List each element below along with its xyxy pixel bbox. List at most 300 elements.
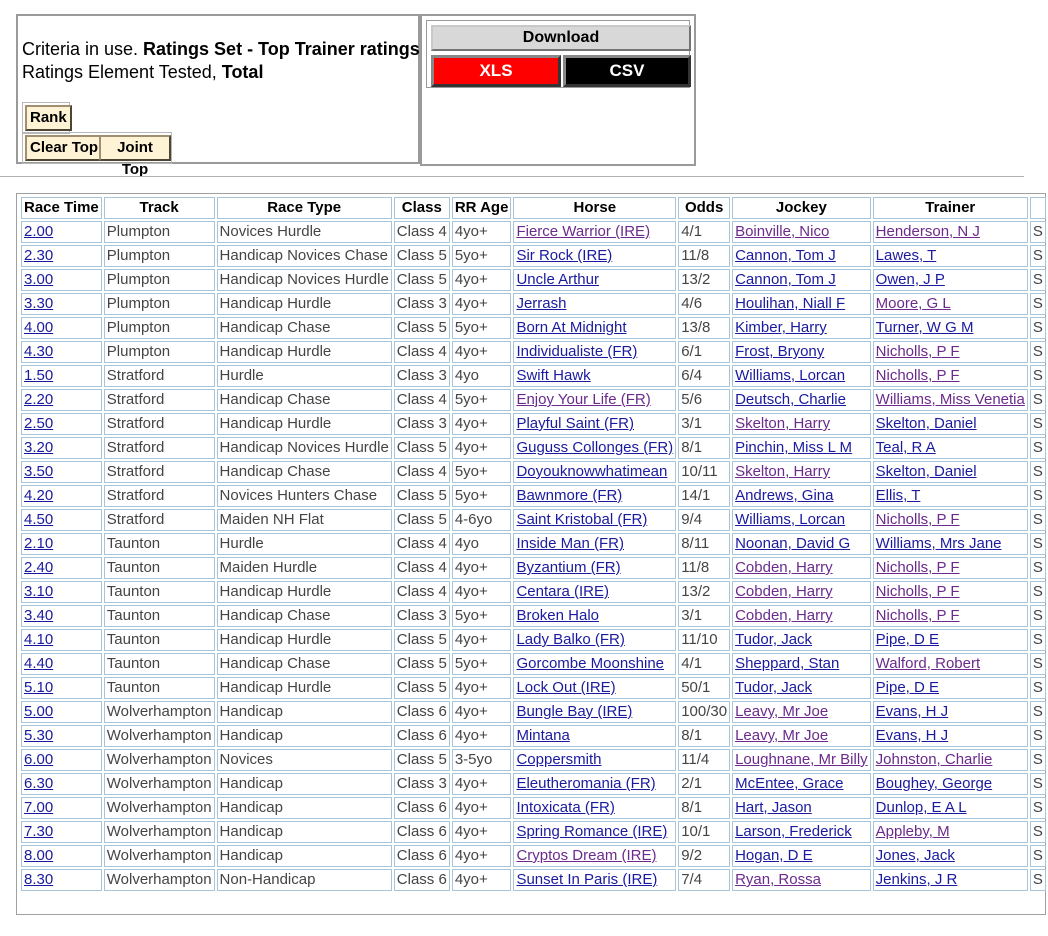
trainer-link[interactable]: Henderson, N J xyxy=(875,223,980,240)
race-time-link[interactable]: 2.10 xyxy=(24,535,54,552)
horse-link[interactable]: Inside Man (FR) xyxy=(516,535,624,552)
horse-link[interactable]: Swift Hawk xyxy=(516,367,591,384)
trainer-link[interactable]: Moore, G L xyxy=(875,295,951,312)
horse-cell xyxy=(513,365,676,387)
trainer-link[interactable]: Jenkins, J R xyxy=(875,871,958,888)
rr-age-cell: 4yo+ xyxy=(452,437,512,459)
trainer-cell xyxy=(873,437,1028,459)
jockey-link[interactable]: Skelton, Harry xyxy=(735,463,831,480)
table-row xyxy=(21,389,1046,411)
race-time-cell xyxy=(21,461,102,483)
divider xyxy=(0,176,1024,177)
jockey-cell xyxy=(732,725,871,747)
race-type-cell: Handicap xyxy=(217,773,392,795)
criteria-panel xyxy=(16,14,420,178)
race-time-cell xyxy=(21,797,102,819)
jockey-cell xyxy=(732,845,871,867)
horse-link[interactable]: Born At Midnight xyxy=(516,319,627,336)
rr-age-cell: 4yo+ xyxy=(452,869,512,891)
track-cell: Wolverhampton xyxy=(104,845,215,867)
trainer-cell xyxy=(873,773,1028,795)
track-cell: Wolverhampton xyxy=(104,749,215,771)
horse-link[interactable]: Lock Out (IRE) xyxy=(516,679,616,696)
race-time-link[interactable]: 5.00 xyxy=(24,703,54,720)
table-row xyxy=(21,653,1046,675)
race-time-link[interactable]: 4.50 xyxy=(24,511,54,528)
race-type-cell: Handicap Hurdle xyxy=(217,293,392,315)
rr-age-cell: 4yo+ xyxy=(452,845,512,867)
header-race-type[interactable]: Race Type xyxy=(217,197,392,219)
trainer-link[interactable]: Boughey, George xyxy=(875,775,993,792)
table-row xyxy=(21,581,1046,603)
trainer-link[interactable]: Pipe, D E xyxy=(875,679,940,696)
jockey-link[interactable]: Tudor, Jack xyxy=(735,679,813,696)
header-odds[interactable]: Odds xyxy=(678,197,730,219)
race-time-link[interactable]: 5.30 xyxy=(24,727,54,744)
horse-link[interactable]: Individualiste (FR) xyxy=(516,343,638,360)
race-time-link[interactable]: 2.00 xyxy=(24,223,54,240)
odds-cell: 10/1 xyxy=(678,821,730,843)
class-cell: Class 4 xyxy=(394,389,450,411)
jockey-link[interactable]: Tudor, Jack xyxy=(735,631,813,648)
trainer-link[interactable]: Williams, Mrs Jane xyxy=(875,535,1002,552)
track-cell: Stratford xyxy=(104,509,215,531)
race-time-link[interactable]: 4.00 xyxy=(24,319,54,336)
race-time-cell xyxy=(21,557,102,579)
race-time-link[interactable]: 4.10 xyxy=(24,631,54,648)
race-time-link[interactable]: 6.00 xyxy=(24,751,54,768)
race-time-link[interactable]: 3.00 xyxy=(24,271,54,288)
class-cell: Class 4 xyxy=(394,221,450,243)
trainer-link[interactable]: Jones, Jack xyxy=(875,847,955,864)
track-cell: Plumpton xyxy=(104,245,215,267)
track-cell: Stratford xyxy=(104,413,215,435)
class-cell: Class 4 xyxy=(394,461,450,483)
race-time-cell xyxy=(21,269,102,291)
table-row xyxy=(21,485,1046,507)
class-cell: Class 5 xyxy=(394,317,450,339)
race-time-link[interactable]: 3.50 xyxy=(24,463,54,480)
track-cell: Plumpton xyxy=(104,341,215,363)
jockey-link[interactable]: Sheppard, Stan xyxy=(735,655,840,672)
results-table-frame xyxy=(16,193,1046,915)
horse-link[interactable]: Spring Romance (IRE) xyxy=(516,823,668,840)
track-cell: Stratford xyxy=(104,461,215,483)
horse-cell xyxy=(513,797,676,819)
horse-cell xyxy=(513,773,676,795)
rr-age-cell: 4yo+ xyxy=(452,221,512,243)
trainer-link[interactable]: Evans, H J xyxy=(875,703,949,720)
race-time-cell xyxy=(21,293,102,315)
header-race-time[interactable]: Race Time xyxy=(21,197,102,219)
jockey-link[interactable]: Cannon, Tom J xyxy=(735,271,836,288)
criteria-prefix: Criteria in use. xyxy=(22,39,144,59)
odds-cell: 11/4 xyxy=(678,749,730,771)
trainer-link[interactable]: Skelton, Daniel xyxy=(875,463,977,480)
jockey-cell xyxy=(732,269,871,291)
jockey-link[interactable]: Loughnane, Mr Billy xyxy=(735,751,868,768)
track-cell: Stratford xyxy=(104,365,215,387)
jockey-link[interactable]: Leavy, Mr Joe xyxy=(735,727,829,744)
jockey-link[interactable]: Deutsch, Charlie xyxy=(735,391,846,408)
odds-cell: 6/1 xyxy=(678,341,730,363)
horse-cell xyxy=(513,485,676,507)
results-table xyxy=(19,195,1048,893)
track-cell: Wolverhampton xyxy=(104,821,215,843)
horse-link[interactable]: Gorcombe Moonshine xyxy=(516,655,665,672)
jockey-link[interactable]: Williams, Lorcan xyxy=(735,511,846,528)
joint-top-button[interactable]: Joint Top xyxy=(99,135,171,161)
trainer-cell xyxy=(873,269,1028,291)
horse-link[interactable]: Byzantium (FR) xyxy=(516,559,621,576)
extra-cell: S xyxy=(1030,533,1046,555)
ratings-element-line xyxy=(22,62,263,83)
horse-link[interactable]: Uncle Arthur xyxy=(516,271,599,288)
extra-cell: S xyxy=(1030,317,1046,339)
odds-cell: 8/1 xyxy=(678,437,730,459)
horse-cell xyxy=(513,245,676,267)
rr-age-cell: 4yo+ xyxy=(452,797,512,819)
race-type-cell: Handicap xyxy=(217,797,392,819)
horse-cell xyxy=(513,869,676,891)
race-time-cell xyxy=(21,749,102,771)
rr-age-cell: 4yo+ xyxy=(452,821,512,843)
horse-link[interactable]: Cryptos Dream (IRE) xyxy=(516,847,657,864)
odds-cell: 10/11 xyxy=(678,461,730,483)
race-time-link[interactable]: 4.30 xyxy=(24,343,54,360)
class-cell: Class 4 xyxy=(394,557,450,579)
extra-cell: S xyxy=(1030,749,1046,771)
jockey-cell xyxy=(732,629,871,651)
trainer-link[interactable]: Nicholls, P F xyxy=(875,583,960,600)
track-cell: Wolverhampton xyxy=(104,701,215,723)
track-cell: Stratford xyxy=(104,485,215,507)
jockey-link[interactable]: Cobden, Harry xyxy=(735,559,833,576)
table-row xyxy=(21,341,1046,363)
clear-top-button[interactable]: Clear Top xyxy=(25,135,103,161)
jockey-cell xyxy=(732,413,871,435)
race-time-link[interactable]: 6.30 xyxy=(24,775,54,792)
trainer-link[interactable]: Nicholls, P F xyxy=(875,511,960,528)
trainer-link[interactable]: Teal, R A xyxy=(875,439,936,456)
horse-link[interactable]: Doyouknowwhatimean xyxy=(516,463,668,480)
jockey-link[interactable]: Hogan, D E xyxy=(735,847,813,864)
odds-cell: 3/1 xyxy=(678,413,730,435)
jockey-link[interactable]: Hart, Jason xyxy=(735,799,812,816)
race-time-link[interactable]: 2.30 xyxy=(24,247,54,264)
race-type-cell: Handicap xyxy=(217,701,392,723)
horse-link[interactable]: Saint Kristobal (FR) xyxy=(516,511,648,528)
xls-download-button[interactable]: XLS xyxy=(431,55,561,87)
jockey-cell xyxy=(732,461,871,483)
table-row xyxy=(21,533,1046,555)
track-cell: Taunton xyxy=(104,629,215,651)
race-time-cell xyxy=(21,701,102,723)
odds-cell: 14/1 xyxy=(678,485,730,507)
horse-cell xyxy=(513,725,676,747)
horse-link[interactable]: Lady Balko (FR) xyxy=(516,631,625,648)
odds-cell: 8/1 xyxy=(678,725,730,747)
horse-link[interactable]: Playful Saint (FR) xyxy=(516,415,634,432)
trainer-link[interactable]: Williams, Miss Venetia xyxy=(875,391,1025,408)
race-time-cell xyxy=(21,653,102,675)
rr-age-cell: 4yo+ xyxy=(452,413,512,435)
header-trainer[interactable]: Trainer xyxy=(873,197,1028,219)
rr-age-cell: 4yo+ xyxy=(452,293,512,315)
extra-cell: S xyxy=(1030,389,1046,411)
extra-cell: S xyxy=(1030,413,1046,435)
jockey-cell xyxy=(732,653,871,675)
table-row xyxy=(21,221,1046,243)
race-time-cell xyxy=(21,629,102,651)
horse-cell xyxy=(513,221,676,243)
extra-cell: S xyxy=(1030,701,1046,723)
trainer-cell xyxy=(873,557,1028,579)
horse-cell xyxy=(513,629,676,651)
race-time-cell xyxy=(21,581,102,603)
results-body xyxy=(21,221,1046,891)
horse-cell xyxy=(513,413,676,435)
trainer-cell xyxy=(873,749,1028,771)
trainer-link[interactable]: Owen, J P xyxy=(875,271,945,288)
rr-age-cell: 5yo+ xyxy=(452,245,512,267)
jockey-link[interactable]: Leavy, Mr Joe xyxy=(735,703,829,720)
trainer-link[interactable]: Evans, H J xyxy=(875,727,949,744)
race-time-link[interactable]: 3.20 xyxy=(24,439,54,456)
trainer-cell xyxy=(873,317,1028,339)
trainer-link[interactable]: Nicholls, P F xyxy=(875,559,960,576)
rr-age-cell: 3-5yo xyxy=(452,749,512,771)
trainer-link[interactable]: Pipe, D E xyxy=(875,631,940,648)
header-class[interactable]: Class xyxy=(394,197,450,219)
race-time-link[interactable]: 4.20 xyxy=(24,487,54,504)
jockey-link[interactable]: Larson, Frederick xyxy=(735,823,852,840)
horse-cell xyxy=(513,317,676,339)
ratings-element-value: Total xyxy=(221,62,264,82)
horse-link[interactable]: Fierce Warrior (IRE) xyxy=(516,223,651,240)
jockey-link[interactable]: McEntee, Grace xyxy=(735,775,844,792)
class-cell: Class 4 xyxy=(394,341,450,363)
horse-cell xyxy=(513,293,676,315)
jockey-cell xyxy=(732,557,871,579)
horse-link[interactable]: Jerrash xyxy=(516,295,567,312)
horse-link[interactable]: Sunset In Paris (IRE) xyxy=(516,871,658,888)
class-cell: Class 5 xyxy=(394,245,450,267)
rr-age-cell: 4yo xyxy=(452,365,512,387)
track-cell: Stratford xyxy=(104,389,215,411)
table-row xyxy=(21,773,1046,795)
track-cell: Wolverhampton xyxy=(104,725,215,747)
jockey-cell xyxy=(732,389,871,411)
extra-cell: S xyxy=(1030,869,1046,891)
trainer-link[interactable]: Ellis, T xyxy=(875,487,921,504)
horse-link[interactable]: Guguss Collonges (FR) xyxy=(516,439,674,456)
race-time-link[interactable]: 2.50 xyxy=(24,415,54,432)
race-time-link[interactable]: 2.20 xyxy=(24,391,54,408)
race-type-cell: Handicap Chase xyxy=(217,317,392,339)
jockey-link[interactable]: Ryan, Rossa xyxy=(735,871,821,888)
rr-age-cell: 4yo+ xyxy=(452,725,512,747)
horse-link[interactable]: Sir Rock (IRE) xyxy=(516,247,613,264)
header-jockey[interactable]: Jockey xyxy=(732,197,871,219)
rr-age-cell: 5yo+ xyxy=(452,317,512,339)
csv-download-button[interactable]: CSV xyxy=(563,55,691,87)
trainer-cell xyxy=(873,365,1028,387)
download-panel xyxy=(420,14,696,166)
rr-age-cell: 4yo+ xyxy=(452,581,512,603)
horse-link[interactable]: Eleutheromania (FR) xyxy=(516,775,656,792)
race-time-cell xyxy=(21,869,102,891)
track-cell: Plumpton xyxy=(104,317,215,339)
horse-link[interactable]: Bawnmore (FR) xyxy=(516,487,623,504)
class-cell: Class 4 xyxy=(394,581,450,603)
trainer-cell xyxy=(873,821,1028,843)
odds-cell: 5/6 xyxy=(678,389,730,411)
class-cell: Class 3 xyxy=(394,293,450,315)
extra-cell: S xyxy=(1030,629,1046,651)
jockey-link[interactable]: Skelton, Harry xyxy=(735,415,831,432)
trainer-cell xyxy=(873,869,1028,891)
jockey-link[interactable]: Cobden, Harry xyxy=(735,607,833,624)
race-type-cell: Novices Hunters Chase xyxy=(217,485,392,507)
rank-button[interactable]: Rank xyxy=(25,105,72,131)
header-track[interactable]: Track xyxy=(104,197,215,219)
table-row xyxy=(21,437,1046,459)
ratings-element-prefix: Ratings Element Tested, xyxy=(22,62,222,82)
race-time-link[interactable]: 4.40 xyxy=(24,655,54,672)
rr-age-cell: 4-6yo xyxy=(452,509,512,531)
race-time-link[interactable]: 7.00 xyxy=(24,799,54,816)
rr-age-cell: 4yo+ xyxy=(452,701,512,723)
odds-cell: 13/2 xyxy=(678,581,730,603)
horse-link[interactable]: Broken Halo xyxy=(516,607,599,624)
top-button-group xyxy=(22,132,172,178)
extra-cell: S xyxy=(1030,365,1046,387)
header-rr-age[interactable]: RR Age xyxy=(452,197,512,219)
horse-link[interactable]: Coppersmith xyxy=(516,751,602,768)
track-cell: Taunton xyxy=(104,533,215,555)
trainer-cell xyxy=(873,581,1028,603)
rr-age-cell: 5yo+ xyxy=(452,653,512,675)
horse-cell xyxy=(513,581,676,603)
class-cell: Class 4 xyxy=(394,533,450,555)
horse-link[interactable]: Mintana xyxy=(516,727,570,744)
trainer-cell xyxy=(873,653,1028,675)
table-row xyxy=(21,605,1046,627)
trainer-link[interactable]: Turner, W G M xyxy=(875,319,974,336)
race-type-cell: Handicap Chase xyxy=(217,389,392,411)
trainer-cell xyxy=(873,797,1028,819)
download-title: Download xyxy=(431,25,691,51)
extra-cell: S xyxy=(1030,461,1046,483)
odds-cell: 9/4 xyxy=(678,509,730,531)
rr-age-cell: 4yo+ xyxy=(452,629,512,651)
class-cell: Class 5 xyxy=(394,509,450,531)
extra-cell: S xyxy=(1030,653,1046,675)
horse-link[interactable]: Bungle Bay (IRE) xyxy=(516,703,633,720)
extra-cell: S xyxy=(1030,293,1046,315)
extra-cell: S xyxy=(1030,845,1046,867)
jockey-link[interactable]: Pinchin, Miss L M xyxy=(735,439,853,456)
trainer-link[interactable]: Appleby, M xyxy=(875,823,950,840)
jockey-cell xyxy=(732,701,871,723)
jockey-link[interactable]: Cannon, Tom J xyxy=(735,247,836,264)
trainer-link[interactable]: Nicholls, P F xyxy=(875,343,960,360)
horse-cell xyxy=(513,701,676,723)
trainer-link[interactable]: Lawes, T xyxy=(875,247,937,264)
horse-link[interactable]: Intoxicata (FR) xyxy=(516,799,615,816)
race-time-link[interactable]: 8.00 xyxy=(24,847,54,864)
race-time-link[interactable]: 3.40 xyxy=(24,607,54,624)
race-time-link[interactable]: 7.30 xyxy=(24,823,54,840)
jockey-cell xyxy=(732,605,871,627)
race-time-link[interactable]: 8.30 xyxy=(24,871,54,888)
trainer-cell xyxy=(873,413,1028,435)
jockey-cell xyxy=(732,677,871,699)
race-time-cell xyxy=(21,413,102,435)
race-time-cell xyxy=(21,509,102,531)
odds-cell: 11/8 xyxy=(678,557,730,579)
race-time-link[interactable]: 2.40 xyxy=(24,559,54,576)
jockey-link[interactable]: Andrews, Gina xyxy=(735,487,834,504)
horse-cell xyxy=(513,821,676,843)
odds-cell: 13/8 xyxy=(678,317,730,339)
jockey-link[interactable]: Cobden, Harry xyxy=(735,583,833,600)
race-type-cell: Handicap Hurdle xyxy=(217,677,392,699)
horse-link[interactable]: Enjoy Your Life (FR) xyxy=(516,391,651,408)
race-time-link[interactable]: 3.10 xyxy=(24,583,54,600)
track-cell: Taunton xyxy=(104,581,215,603)
class-cell: Class 6 xyxy=(394,701,450,723)
jockey-link[interactable]: Noonan, David G xyxy=(735,535,851,552)
trainer-link[interactable]: Nicholls, P F xyxy=(875,367,960,384)
race-time-link[interactable]: 5.10 xyxy=(24,679,54,696)
race-type-cell: Handicap Hurdle xyxy=(217,581,392,603)
horse-link[interactable]: Centara (IRE) xyxy=(516,583,609,600)
track-cell: Taunton xyxy=(104,605,215,627)
jockey-link[interactable]: Frost, Bryony xyxy=(735,343,825,360)
trainer-link[interactable]: Dunlop, E A L xyxy=(875,799,967,816)
trainer-link[interactable]: Walford, Robert xyxy=(875,655,981,672)
trainer-link[interactable]: Johnston, Charlie xyxy=(875,751,993,768)
race-type-cell: Maiden Hurdle xyxy=(217,557,392,579)
trainer-link[interactable]: Nicholls, P F xyxy=(875,607,960,624)
trainer-link[interactable]: Skelton, Daniel xyxy=(875,415,977,432)
class-cell: Class 3 xyxy=(394,605,450,627)
trainer-cell xyxy=(873,725,1028,747)
extra-cell: S xyxy=(1030,797,1046,819)
trainer-cell xyxy=(873,485,1028,507)
table-row xyxy=(21,365,1046,387)
race-time-link[interactable]: 3.30 xyxy=(24,295,54,312)
header-horse[interactable]: Horse xyxy=(513,197,676,219)
race-time-cell xyxy=(21,245,102,267)
track-cell: Plumpton xyxy=(104,293,215,315)
jockey-link[interactable]: Houlihan, Niall F xyxy=(735,295,846,312)
jockey-link[interactable]: Kimber, Harry xyxy=(735,319,827,336)
class-cell: Class 5 xyxy=(394,629,450,651)
horse-cell xyxy=(513,461,676,483)
jockey-cell xyxy=(732,365,871,387)
trainer-cell xyxy=(873,341,1028,363)
race-time-link[interactable]: 1.50 xyxy=(24,367,54,384)
extra-cell: S xyxy=(1030,557,1046,579)
jockey-link[interactable]: Williams, Lorcan xyxy=(735,367,846,384)
jockey-cell xyxy=(732,773,871,795)
trainer-cell xyxy=(873,509,1028,531)
rr-age-cell: 5yo+ xyxy=(452,485,512,507)
jockey-link[interactable]: Boinville, Nico xyxy=(735,223,830,240)
